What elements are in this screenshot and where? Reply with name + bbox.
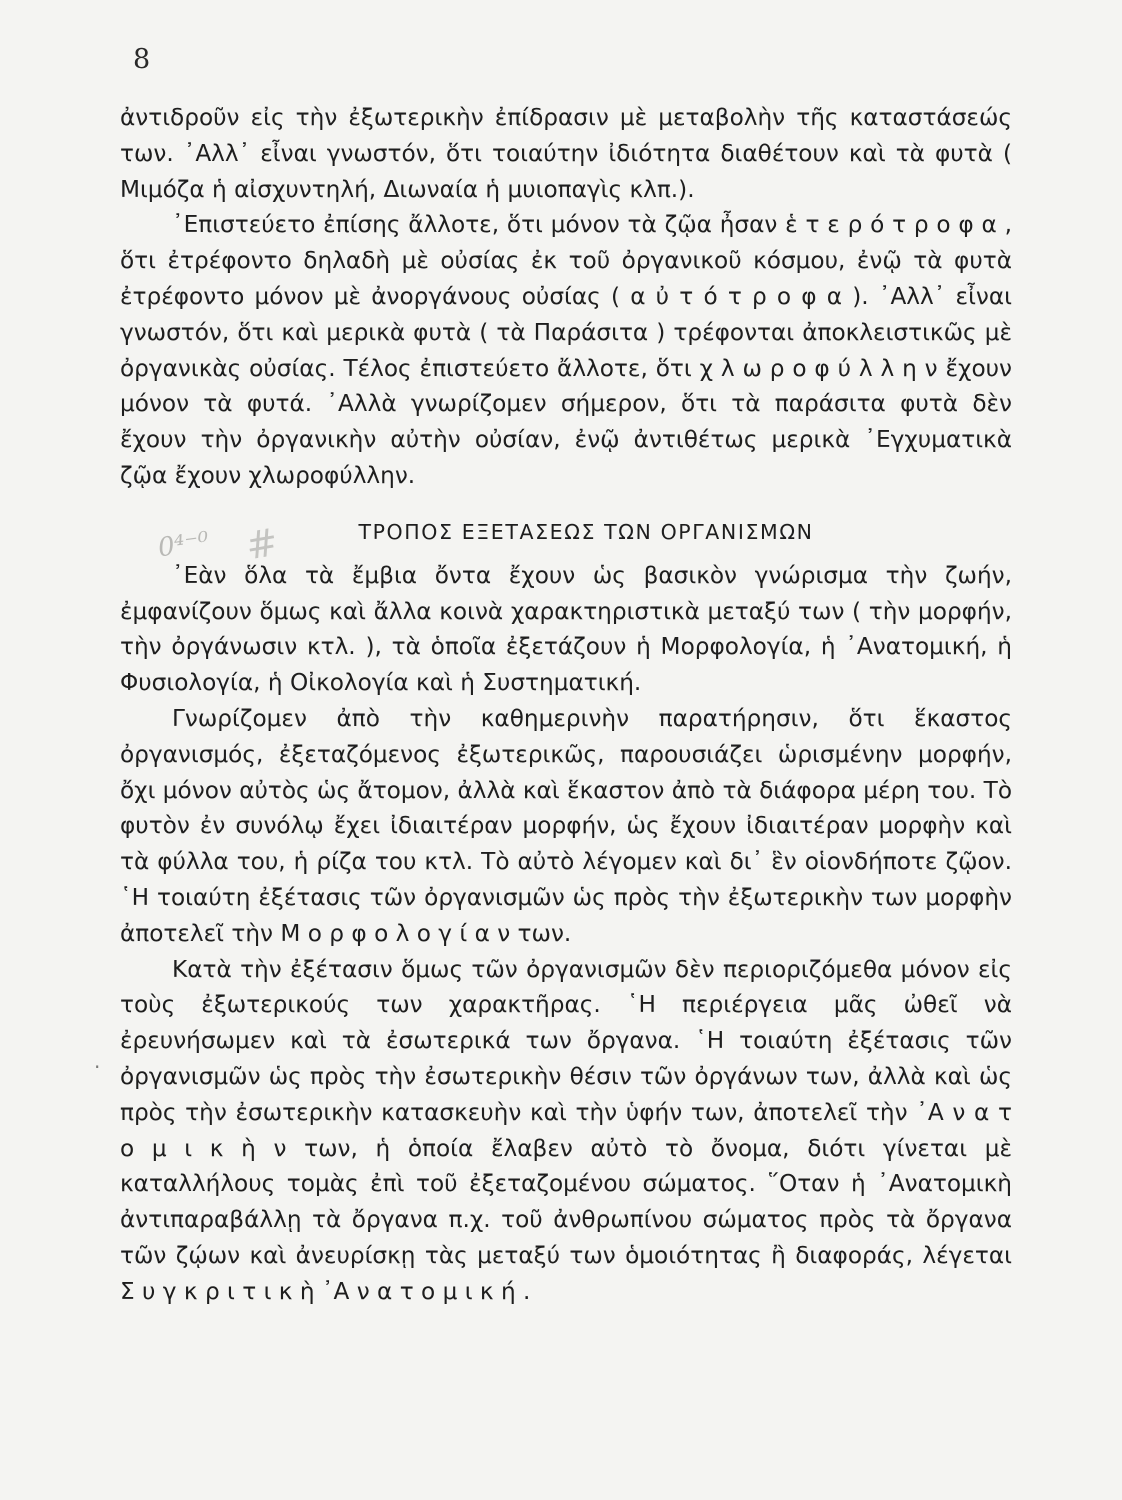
paragraph-anatomy: Κατὰ τὴν ἐξέτασιν ὅμως τῶν ὀργανισμῶν δὲν περιοριζόμεθα μόνον εἰς τοὺς ἐξωτερικούς των χαρακτῆρας. ῾Η περιέργεια μᾶς ὠθεῖ νὰ ἐρευνήσωμεν καὶ τὰ ἐσωτερικά των ὄργανα. ῾Η τοιαύτη ἐξέτασις τῶν ὀργανισμῶν ὡς πρὸς τὴν ἐσωτερικὴν θέσιν τῶν ὀργάνων των, ἀλλὰ καὶ ὡς πρὸς τὴν ἐσωτερικὴν κατασκευὴν καὶ τὴν ὑφήν των, ἀποτελεῖ τὴν ᾿Α ν α τ ο μ ι κ ὴ ν των, ἡ ὁποία ἔλαβεν αὐτὸ τὸ ὄνομα, διότι γίνεται μὲ καταλλήλους τομὰς ἐπὶ τοῦ ἐξεταζομένου σώματος. ῞Οταν ἡ ᾿Ανατομικὴ ἀντιπαραβάλλῃ τὰ ὄργανα π.χ. τοῦ ἀνθρωπίνου σώματος πρὸς τὰ ὄργανα τῶν ζῴων καὶ ἀνευρίσκῃ τὰς μεταξύ των ὁμοιότητας ἢ διαφοράς, λέγεται Σ υ γ κ ρ ι τ ι κ ὴ ᾿Α ν α τ ο μ ι κ ή . [120,955,1012,1305]
margin-tick: · [94,1055,101,1079]
pencil-annotation: 0⁴⁻⁰ [156,526,211,564]
page-number: 8 [133,44,151,75]
pencil-hash-mark: # [242,519,282,569]
paragraph-heterotrophy: ᾿Επιστεύετο ἐπίσης ἄλλοτε, ὅτι μόνον τὰ ζῷα ἦσαν ἑ τ ε ρ ό τ ρ ο φ α , ὅτι ἐτρέφοντο δηλαδὴ μὲ οὐσίας ἐκ τοῦ ὀργανικοῦ κόσμου, ἐνῷ τὰ φυτὰ ἐτρέφοντο μόνον μὲ ἀνοργάνους οὐσίας ( α ὐ τ ό τ ρ ο φ α ). ᾿Αλλ᾿ εἶναι γνωστόν, ὅτι καὶ μερικὰ φυτὰ ( τὰ Παράσιτα ) τρέφονται ἀποκλειστικῶς μὲ ὀργανικὰς οὐσίας. Τέλος ἐπιστεύετο ἄλλοτε, ὅτι χ λ ω ρ ο φ ύ λ λ η ν ἔχουν μόνον τὰ φυτά. ᾿Αλλὰ γνωρίζομεν σήμερον, ὅτι τὰ παράσιτα φυτὰ δὲν ἔχουν τὴν ὀργανικὴν αὐτὴν οὐσίαν, ἐνῷ ἀντιθέτως μερικὰ ᾿Εγχυματικὰ ζῷα ἔχουν χλωροφύλλην. [120,211,1012,489]
paragraph-disciplines: ᾿Εὰν ὅλα τὰ ἔμβια ὄντα ἔχουν ὡς βασικὸν γνώρισμα τὴν ζωήν, ἐμφανίζουν ὅμως καὶ ἄλλα κοινὰ χαρακτηριστικὰ μεταξύ των ( τὴν μορφήν, τὴν ὀργάνωσιν κτλ. ), τὰ ὁποῖα ἐξετάζουν ἡ Μορφολογία, ἡ ᾿Ανατομική, ἡ Φυσιολογία, ἡ Οἰκολογία καὶ ἡ Συστηματική. [120,561,1012,697]
section-heading: ΤΡΟΠΟΣ ΕΞΕΤΑΣΕΩΣ ΤΩΝ ΟΡΓΑΝΙΣΜΩΝ [358,519,814,544]
page-body [120,100,1012,1310]
paragraph-morphology: Γνωρίζομεν ἀπὸ τὴν καθημερινὴν παρατήρησιν, ὅτι ἕκαστος ὀργανισμός, ἐξεταζόμενος ἐξωτερικῶς, παρουσιάζει ὡρισμένην μορφήν, ὄχι μόνον αὐτὸς ὡς ἄτομον, ἀλλὰ καὶ ἕκαστον ἀπὸ τὰ διάφορα μέρη του. Τὸ φυτὸν ἐν συνόλῳ ἔχει ἰδιαιτέραν μορφήν, ὡς ἔχουν ἰδιαιτέραν μορφὴν καὶ τὰ φύλλα του, ἡ ρίζα του κτλ. Τὸ αὐτὸ λέγομεν καὶ δι᾿ ἓν οἱονδήποτε ζῷον. ῾Η τοιαύτη ἐξέτασις τῶν ὀργανισμῶν ὡς πρὸς τὴν ἐξωτερικὴν των μορφὴν ἀποτελεῖ τὴν Μ ο ρ φ ο λ ο γ ί α ν των. [120,704,1013,947]
paragraph-continuation: ἀντιδροῦν εἰς τὴν ἐξωτερικὴν ἐπίδρασιν μὲ μεταβολὴν τῆς καταστάσεώς των. ᾿Αλλ᾿ εἶναι γνωστόν, ὅτι τοιαύτην ἰδιότητα διαθέτουν καὶ τὰ φυτὰ ( Μιμόζα ἡ αἰσχυντηλή, Διωναία ἡ μυιοπαγὶς κλπ.). [120,104,1012,203]
